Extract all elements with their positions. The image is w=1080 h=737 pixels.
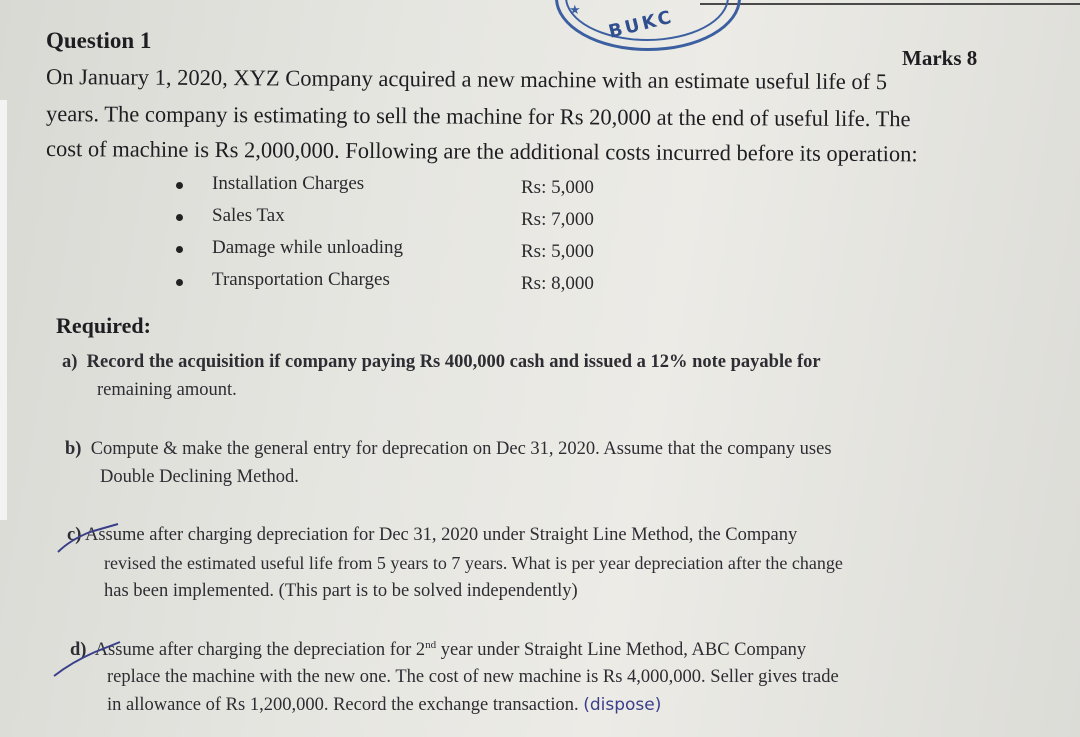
cost-value: Rs: 5,000 [521,177,594,198]
part-b-line-2: Double Declining Method. [100,467,299,487]
part-letter: b) [65,439,82,459]
cost-label: Damage while unloading [212,237,404,258]
part-letter: a) [62,352,78,372]
cost-value: Rs: 7,000 [521,209,594,230]
cost-value: Rs: 5,000 [521,241,594,262]
question-title: Question 1 [46,28,152,53]
marks-label: Marks 8 [902,46,978,70]
cost-label: Sales Tax [212,205,285,226]
stamp-text: BUKC [606,6,677,43]
part-text: Record the acquisition if company paying Rs 400,000 cash and issued a 12% note payable for [86,352,821,372]
star-icon: ★ [569,2,581,17]
part-text-post: year under Straight Line Method, ABC Company [436,640,807,661]
cost-label: Transportation Charges [212,269,390,290]
ordinal-suffix: nd [425,639,437,651]
intro-line-1: On January 1, 2020, XYZ Company acquired a new machine with an estimate useful life of 5 [45,64,888,95]
part-text: Compute & make the general entry for deprecation on Dec 31, 2020. Assume that the company uses [90,439,832,459]
tick-mark-c [58,524,118,552]
cost-label: Installation Charges [212,173,365,194]
required-title: Required: [56,313,151,338]
cost-value: Rs: 8,000 [521,273,594,294]
part-c-line-2: revised the estimated useful life from 5 years to 7 years. What is per year depreciation after the change [104,553,843,573]
tick-mark-d [54,642,120,676]
intro-line-2: years. The company is estimating to sell the machine for Rs 20,000 at the end of useful life. The [45,101,911,132]
part-text-pre: Assume after charging the depreciation for 2 [94,640,426,661]
part-letter: c) [67,525,82,545]
handwritten-note: (dispose) [583,695,662,715]
part-d-line-2: replace the machine with the new one. The cost of new machine is Rs 4,000,000. Seller gives trade [107,667,839,687]
intro-line-3: cost of machine is Rs 2,000,000. Following are the additional costs incurred before its operation: [45,136,918,167]
part-c-line-3: has been implemented. (This part is to be solved independently) [104,581,578,601]
part-a-line-2: remaining amount. [97,380,237,400]
part-text: in allowance of Rs 1,200,000. Record the exchange transaction. [107,695,579,715]
part-text: Assume after charging depreciation for Dec 31, 2020 under Straight Line Method, the Company [84,525,798,545]
part-letter: d) [70,640,87,661]
